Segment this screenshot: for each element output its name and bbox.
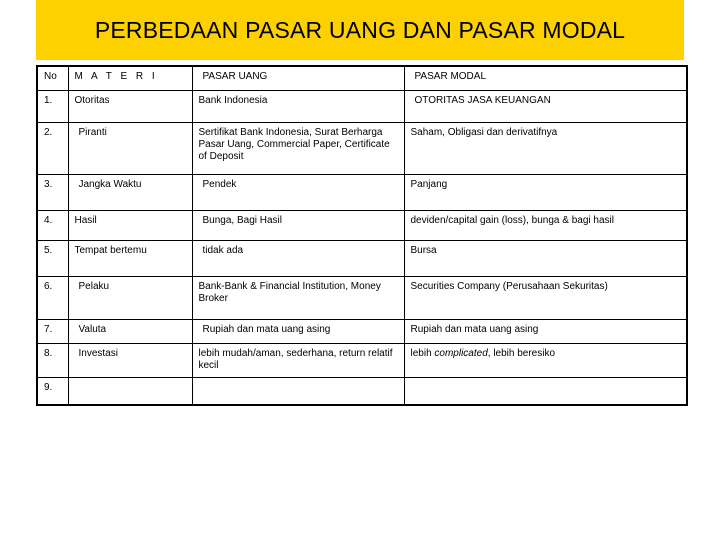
table-row bbox=[37, 343, 687, 377]
row-materi: Otoritas bbox=[68, 90, 192, 122]
table-row bbox=[37, 319, 687, 343]
row-pasar-modal: OTORITAS JASA KEUANGAN bbox=[404, 90, 687, 122]
row-pasar-modal bbox=[404, 343, 687, 377]
header-materi: M A T E R I bbox=[68, 66, 192, 90]
row-pasar-uang: Rupiah dan mata uang asing bbox=[192, 319, 404, 343]
row-pasar-uang: Pendek bbox=[192, 174, 404, 210]
row-pasar-uang: Bank-Bank & Financial Institution, Money Broker bbox=[192, 276, 404, 319]
table-row bbox=[37, 210, 687, 240]
row-pasar-uang bbox=[192, 377, 404, 405]
row-pasar-uang: tidak ada bbox=[192, 240, 404, 276]
page-title: PERBEDAAN PASAR UANG DAN PASAR MODAL bbox=[94, 16, 626, 43]
modal-text-pre: lebih bbox=[410, 347, 435, 359]
row-pasar-modal bbox=[404, 377, 687, 405]
row-number: 9. bbox=[37, 377, 68, 405]
row-pasar-modal: Panjang bbox=[404, 174, 687, 210]
row-materi: Tempat bertemu bbox=[68, 240, 192, 276]
row-materi bbox=[68, 377, 192, 405]
row-pasar-uang: Bank Indonesia bbox=[192, 90, 404, 122]
row-number: 6. bbox=[37, 276, 68, 319]
title-banner bbox=[36, 0, 684, 60]
row-number: 1. bbox=[37, 90, 68, 122]
row-materi: Piranti bbox=[68, 122, 192, 174]
row-pasar-modal: deviden/capital gain (loss), bunga & bagi hasil bbox=[404, 210, 687, 240]
header-pasar-uang: PASAR UANG bbox=[192, 66, 404, 90]
row-number: 7. bbox=[37, 319, 68, 343]
table-row bbox=[37, 174, 687, 210]
header-no: No bbox=[37, 66, 68, 90]
row-pasar-uang: Bunga, Bagi Hasil bbox=[192, 210, 404, 240]
row-materi: Investasi bbox=[68, 343, 192, 377]
row-materi: Valuta bbox=[68, 319, 192, 343]
row-number: 3. bbox=[37, 174, 68, 210]
row-pasar-uang: Sertifikat Bank Indonesia, Surat Berharga Pasar Uang, Commercial Paper, Certificate of Deposit bbox=[192, 122, 404, 174]
row-materi: Hasil bbox=[68, 210, 192, 240]
row-materi: Pelaku bbox=[68, 276, 192, 319]
row-pasar-modal: Rupiah dan mata uang asing bbox=[404, 319, 687, 343]
row-number: 5. bbox=[37, 240, 68, 276]
row-pasar-modal: Bursa bbox=[404, 240, 687, 276]
table-row bbox=[37, 276, 687, 319]
modal-text-post: , lebih beresiko bbox=[487, 347, 556, 359]
row-materi: Jangka Waktu bbox=[68, 174, 192, 210]
modal-text-emphasis: complicated bbox=[434, 347, 488, 359]
table-row bbox=[37, 122, 687, 174]
row-number: 2. bbox=[37, 122, 68, 174]
comparison-table bbox=[36, 65, 688, 406]
row-number: 4. bbox=[37, 210, 68, 240]
table-row bbox=[37, 90, 687, 122]
row-number: 8. bbox=[37, 343, 68, 377]
row-pasar-modal: Saham, Obligasi dan derivatifnya bbox=[404, 122, 687, 174]
table-header-row bbox=[37, 66, 687, 90]
row-pasar-uang: lebih mudah/aman, sederhana, return relatif kecil bbox=[192, 343, 404, 377]
table-row bbox=[37, 377, 687, 405]
table-row bbox=[37, 240, 687, 276]
row-pasar-modal: Securities Company (Perusahaan Sekuritas) bbox=[404, 276, 687, 319]
header-pasar-modal: PASAR MODAL bbox=[404, 66, 687, 90]
